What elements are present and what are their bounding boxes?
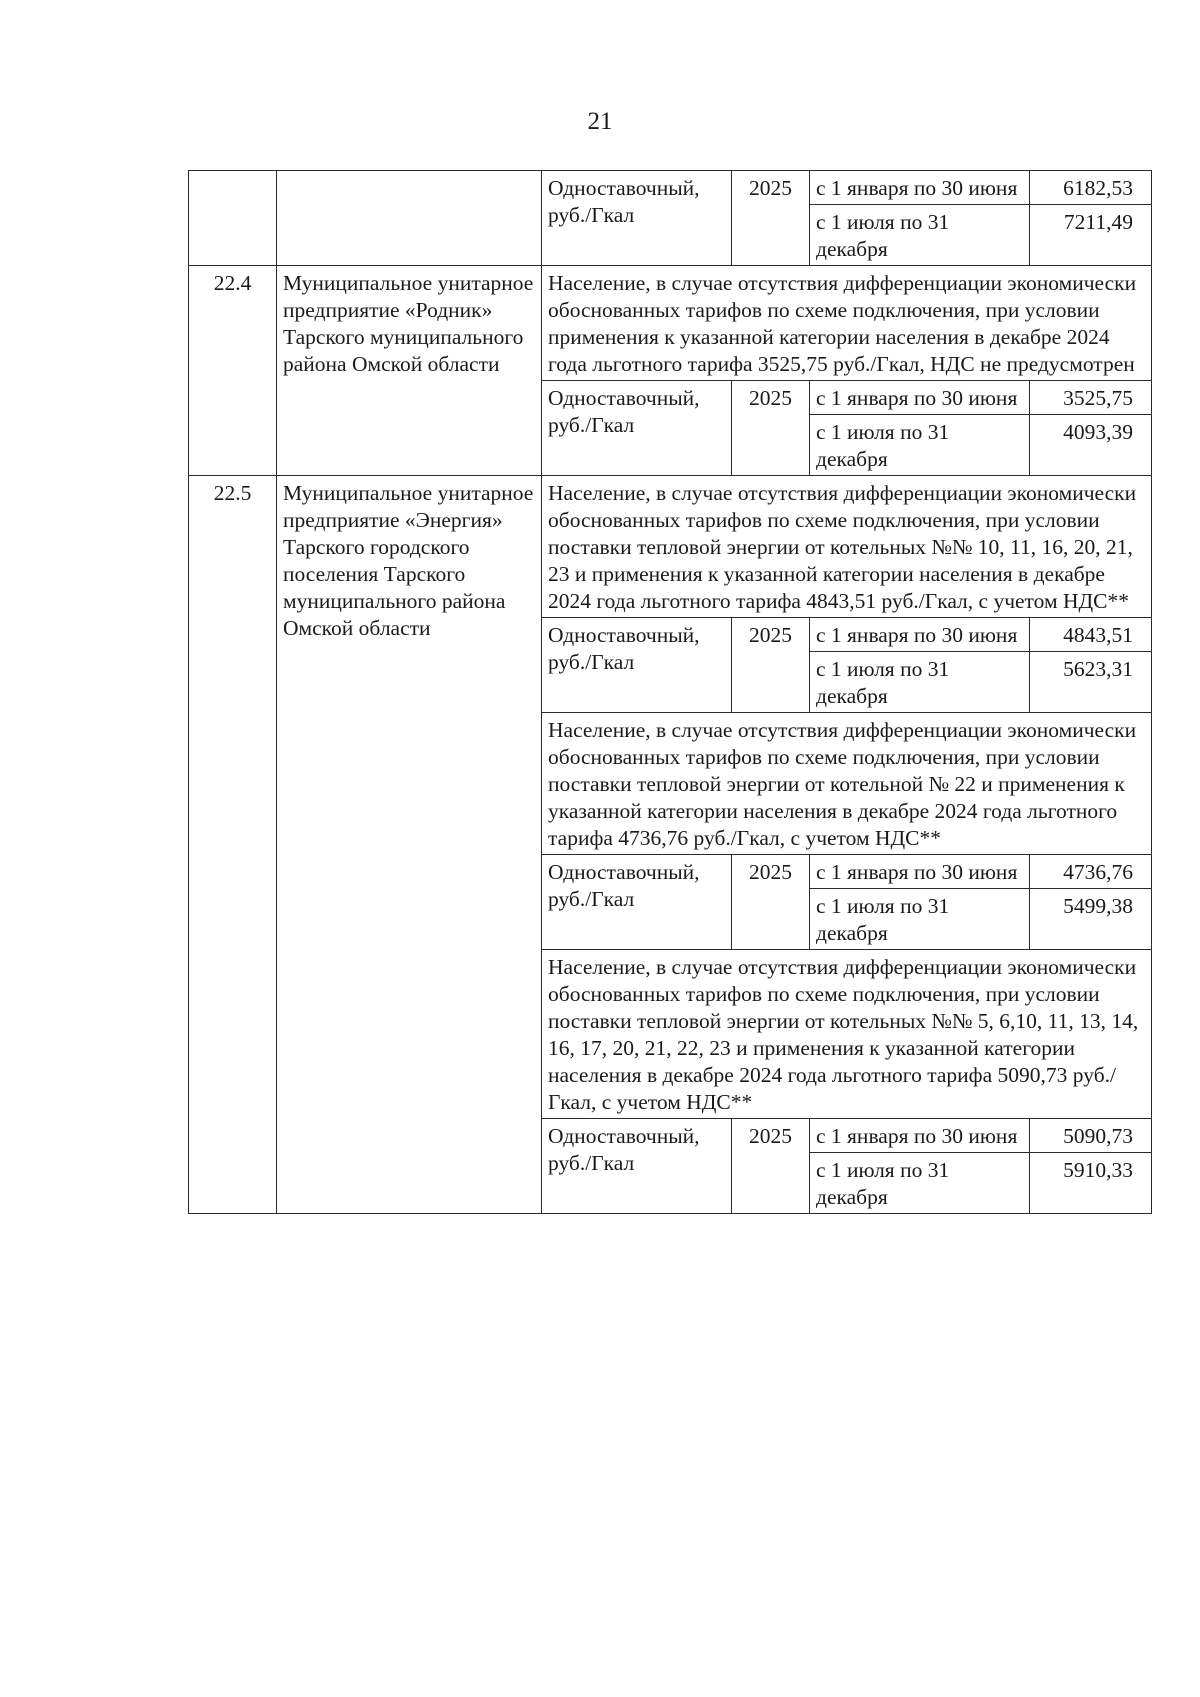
period-cell: с 1 июля по 31 декабря [810, 415, 1030, 476]
condition-cell: Население, в случае отсутствия дифференциации экономически обоснованных тарифов по схеме подключения, при условии поставки тепловой энергии от котельных №№ 10, 11, 16, 20, 21, 23 и применения к указанной категории населения в декабре 2024 года льготного тарифа 4843,51 руб./Гкал, с учетом НДС** [542, 476, 1152, 618]
tariff-table [188, 170, 1152, 1214]
value-cell: 5090,73 [1030, 1119, 1152, 1153]
condition-cell: Население, в случае отсутствия дифференциации экономически обоснованных тарифов по схеме подключения, при условии поставки тепловой энергии от котельной № 22 и применения к указанной категории населения в декабре 2024 года льготного тарифа 4736,76 руб./Гкал, с учетом НДС** [542, 713, 1152, 855]
condition-cell: Население, в случае отсутствия дифференциации экономически обоснованных тарифов по схеме подключения, при условии применения к указанной категории населения в декабре 2024 года льготного тарифа 3525,75 руб./Гкал, НДС не предусмотрен [542, 266, 1152, 381]
condition-cell: Население, в случае отсутствия дифференциации экономически обоснованных тарифов по схеме подключения, при условии поставки тепловой энергии от котельных №№ 5, 6,10, 11, 13, 14, 16, 17, 20, 21, 22, 23 и применения к указанной категории населения в декабре 2024 года льготного тарифа 5090,73 руб./Гкал, с учетом НДС** [542, 950, 1152, 1119]
year-cell: 2025 [732, 855, 810, 950]
rate-type-cell: Одноставочный, руб./Гкал [542, 618, 732, 713]
organization-cell [277, 171, 542, 266]
year-cell: 2025 [732, 618, 810, 713]
organization-cell: Муниципальное унитарное предприятие «Энергия» Тарского городского поселения Тарского муниципального района Омской области [277, 476, 542, 1214]
period-cell: с 1 июля по 31 декабря [810, 205, 1030, 266]
period-cell: с 1 июля по 31 декабря [810, 1153, 1030, 1214]
item-number-cell: 22.5 [189, 476, 277, 1214]
value-cell: 4736,76 [1030, 855, 1152, 889]
period-cell: с 1 января по 30 июня [810, 1119, 1030, 1153]
rate-type-cell: Одноставочный, руб./Гкал [542, 381, 732, 476]
value-cell: 5623,31 [1030, 652, 1152, 713]
value-cell: 3525,75 [1030, 381, 1152, 415]
value-cell: 6182,53 [1030, 171, 1152, 205]
page-number: 21 [587, 108, 613, 135]
value-cell: 5499,38 [1030, 889, 1152, 950]
year-cell: 2025 [732, 171, 810, 266]
value-cell: 4093,39 [1030, 415, 1152, 476]
period-cell: с 1 января по 30 июня [810, 171, 1030, 205]
period-cell: с 1 июля по 31 декабря [810, 889, 1030, 950]
year-cell: 2025 [732, 381, 810, 476]
rate-type-cell: Одноставочный, руб./Гкал [542, 171, 732, 266]
rate-type-cell: Одноставочный, руб./Гкал [542, 855, 732, 950]
table-row [189, 266, 1152, 381]
value-cell: 7211,49 [1030, 205, 1152, 266]
period-cell: с 1 января по 30 июня [810, 381, 1030, 415]
table-row [189, 476, 1152, 618]
period-cell: с 1 июля по 31 декабря [810, 652, 1030, 713]
item-number-cell: 22.4 [189, 266, 277, 476]
item-number-cell [189, 171, 277, 266]
table-row [189, 171, 1152, 205]
period-cell: с 1 января по 30 июня [810, 618, 1030, 652]
value-cell: 5910,33 [1030, 1153, 1152, 1214]
rate-type-cell: Одноставочный, руб./Гкал [542, 1119, 732, 1214]
value-cell: 4843,51 [1030, 618, 1152, 652]
organization-cell: Муниципальное унитарное предприятие «Родник» Тарского муниципального района Омской области [277, 266, 542, 476]
year-cell: 2025 [732, 1119, 810, 1214]
period-cell: с 1 января по 30 июня [810, 855, 1030, 889]
